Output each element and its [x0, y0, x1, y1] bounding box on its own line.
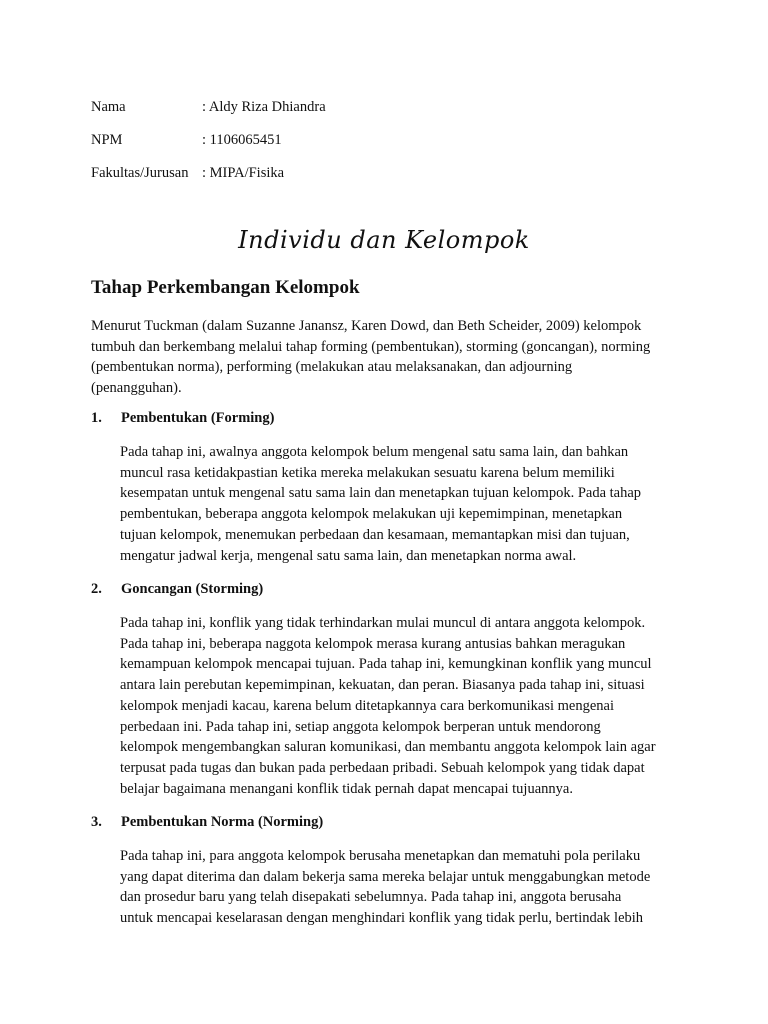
body-line: Pada tahap ini, beberapa naggota kelompok merasa kurang antusias bahkan meragukan [120, 635, 626, 652]
intro-line: (penangguhan). [91, 380, 182, 397]
body-line: Pada tahap ini, awalnya anggota kelompok belum mengenal satu sama lain, dan bahkan [120, 444, 629, 460]
item-title: Pembentukan Norma (Norming) [121, 814, 324, 830]
intro-line: Menurut Tuckman (dalam Suzanne Janansz, Karen Dowd, dan Beth Scheider, 2009) kelompok [91, 318, 642, 334]
body-line: kesempatan untuk mengenal satu sama lain dan menetapkan tujuan kelompok. Pada tahap [120, 485, 642, 502]
body-line: terpusat pada tugas dan bukan pada perbedaan pribadi. Sebuah kelompok yang tidak dapat [120, 759, 645, 776]
item-number: 1. [91, 410, 102, 426]
item-number: 3. [91, 814, 102, 830]
section-heading: Tahap Perkembangan Kelompok [91, 277, 360, 298]
body-line: kemampuan kelompok mencapai tujuan. Pada tahap ini, kemungkinan konflik yang muncul [120, 656, 652, 673]
body-line: kelompok menjadi kacau, karena belum ditetapkannya cara berkomunikasi mengenai [120, 697, 615, 714]
document-title: Individu dan Kelompok [238, 226, 530, 254]
item-heading-forming [91, 410, 274, 427]
name-row [91, 91, 326, 124]
body-line: tujuan kelompok, menemukan perbedaan dan kesamaan, memantapkan misi dan tujuan, [120, 526, 630, 543]
body-line: dan prosedur baru yang telah disepakati sebelumnya. Pada tahap ini, anggota berusaha [120, 889, 622, 906]
body-line: yang dapat diterima dan dalam bekerja sama mereka belajar untuk menggabungkan metode [120, 868, 651, 885]
body-line: pembentukan, beberapa anggota kelompok melakukan uji kepemimpinan, menetapkan [120, 506, 623, 523]
npm-row [91, 124, 326, 157]
item-title: Goncangan (Storming) [121, 581, 264, 597]
student-info [91, 91, 326, 190]
body-line: Pada tahap ini, para anggota kelompok berusaha menetapkan dan mematuhi pola perilaku [120, 848, 641, 864]
item-body-forming [120, 442, 685, 566]
faculty-value: : MIPA/Fisika [202, 165, 285, 181]
npm-value: : 1106065451 [202, 132, 282, 148]
faculty-row [91, 157, 326, 190]
body-line: muncul rasa ketidakpastian ketika mereka melakukan sesuatu karena belum memiliki [120, 464, 615, 481]
name-value: : Aldy Riza Dhiandra [202, 99, 326, 115]
body-line: kelompok mengembangkan saluran komunikasi, dan membantu anggota kelompok lain agar [120, 739, 656, 756]
item-heading-norming [91, 814, 323, 831]
item-title: Pembentukan (Forming) [121, 410, 275, 426]
item-body-storming [120, 613, 685, 799]
intro-line: tumbuh dan berkembang melalui tahap forming (pembentukan), storming (goncangan), norming [91, 338, 651, 355]
body-line: antara lain perebutan kepemimpinan, kekuatan, dan peran. Biasanya pada tahap ini, situasi [120, 677, 645, 694]
body-line: untuk mencapai keselarasan dengan menghindari konflik yang tidak perlu, bertindak lebih [120, 910, 644, 927]
name-label: Nama [91, 99, 126, 115]
body-line: perbedaan ini. Pada tahap ini, setiap anggota kelompok berperan untuk mendorong [120, 718, 601, 735]
item-heading-storming [91, 581, 263, 598]
npm-label: NPM [91, 132, 123, 148]
body-line: Pada tahap ini, konflik yang tidak terhindarkan mulai muncul di antara anggota kelompok. [120, 615, 646, 631]
intro-line: (pembentukan norma), performing (melakukan atau melaksanakan, dan adjourning [91, 359, 573, 376]
intro-paragraph [91, 316, 681, 399]
faculty-label: Fakultas/Jurusan [91, 165, 189, 181]
item-body-norming [120, 846, 685, 929]
item-number: 2. [91, 581, 102, 597]
body-line: belajar bagaimana menangani konflik tidak pernah dapat mencapai tujuannya. [120, 780, 573, 797]
body-line: mengatur jadwal kerja, mengenal satu sama lain, dan menetapkan norma awal. [120, 547, 577, 564]
